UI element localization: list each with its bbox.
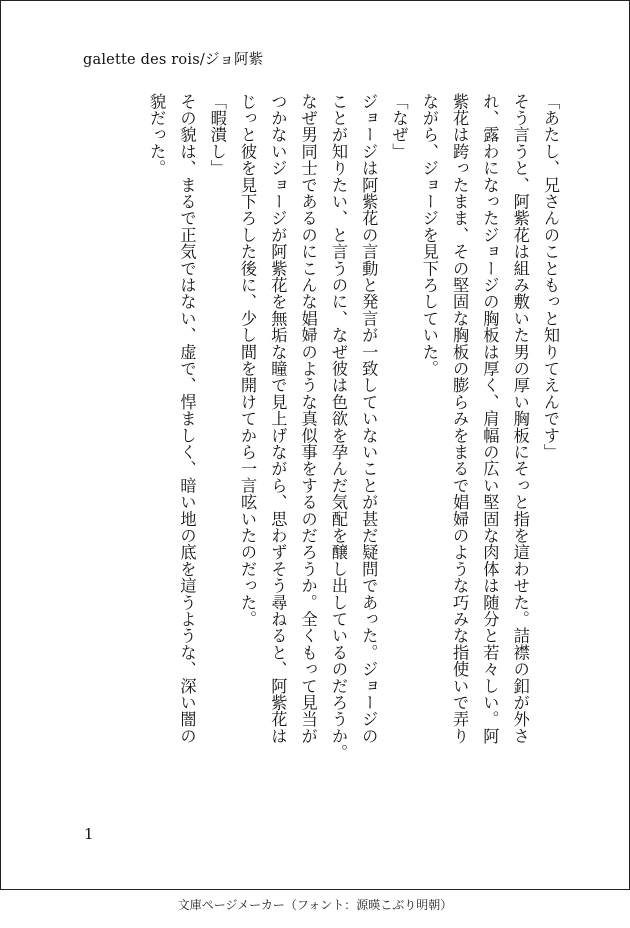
text-line: 「なぜ」 [389, 93, 409, 160]
novel-body-text [65, 93, 565, 803]
text-line: その貌は、まるで正気ではない、虚で、悍ましく、暗い地の底を這うような、深い闇の [177, 93, 197, 745]
page-number: 1 [84, 825, 94, 843]
text-line: ジョージは阿紫花の言動と発言が一致していないことが甚だ疑問であった。ジョージの [359, 93, 379, 745]
text-line: なぜ男同士であるのにこんな娼婦のような真似事をするのだろうか。全くもって見当が [298, 93, 318, 745]
text-line: れ、露わになったジョージの胸板は厚く、肩幅の広い堅固な肉体は随分と若々しい。阿 [480, 93, 500, 745]
text-line: ながら、ジョージを見下ろしていた。 [419, 93, 439, 377]
text-line: 貌だった。 [147, 93, 167, 177]
page-title: galette des rois/ジョ阿紫 [83, 52, 264, 68]
text-line: じっと彼を見下ろした後に、少し間を開けてから一言呟いたのだった。 [238, 93, 258, 628]
text-line: つかないジョージが阿紫花を無垢な瞳で見上げながら、思わずそう尋ねると、阿紫花は [268, 93, 288, 745]
text-line: そう言うと、阿紫花は組み敷いた男の厚い胸板にそっと指を這わせた。詰襟の釦が外さ [510, 93, 530, 745]
text-line: 「あたし、兄さんのこともっと知りてえんです」 [541, 93, 560, 461]
text-line: 紫花は跨ったまま、その堅固な胸板の膨らみをまるで娼婦のような巧みな指使いで弄り [450, 93, 470, 745]
text-line: ことが知りたい、と言うのに、なぜ彼は色欲を孕んだ気配を醸し出しているのだろうか。 [328, 93, 348, 761]
footer-credit: 文庫ページメーカー（フォント：源暎こぶり明朝） [177, 898, 453, 912]
text-line: 「暇潰し」 [207, 93, 227, 177]
